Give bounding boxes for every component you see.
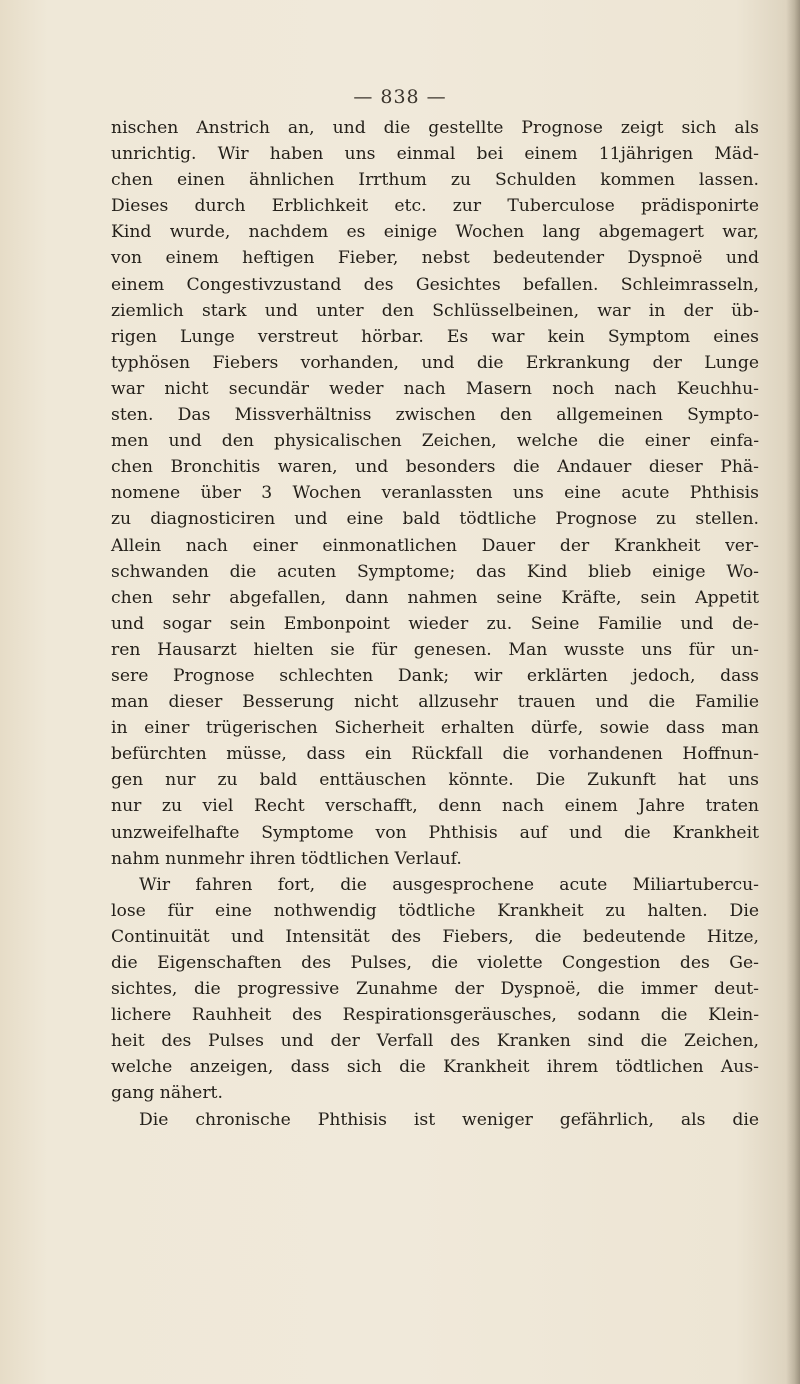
- page-number: — 838 —: [353, 86, 447, 108]
- body-text: [111, 115, 759, 1133]
- text-line: sten. Das Missverhältniss zwischen den allgemeinen Sympto-: [111, 405, 759, 426]
- text-line: chen einen ähnlichen Irrthum zu Schulden kommen lassen.: [111, 170, 759, 191]
- text-line: welche anzeigen, dass sich die Krankheit ihrem tödtlichen Aus-: [111, 1057, 759, 1078]
- text-line: lichere Rauhheit des Respirationsgeräusches, sodann die Klein-: [111, 1005, 759, 1026]
- text-line: ziemlich stark und unter den Schlüsselbeinen, war in der üb-: [111, 300, 759, 321]
- text-line: heit des Pulses und der Verfall des Kranken sind die Zeichen,: [111, 1031, 759, 1052]
- text-line: schwanden die acuten Symptome; das Kind blieb einige Wo-: [111, 561, 759, 582]
- text-line: gen nur zu bald enttäuschen könnte. Die Zukunft hat uns: [111, 770, 759, 791]
- text-line: nischen Anstrich an, und die gestellte Prognose zeigt sich als: [111, 118, 759, 138]
- text-line: war nicht secundär weder nach Masern noch nach Keuchhu-: [111, 378, 759, 399]
- text-line: unzweifelhafte Symptome von Phthisis auf und die Krankheit: [111, 822, 759, 843]
- text-line: einem Congestivzustand des Gesichtes befallen. Schleimrasseln,: [111, 274, 759, 295]
- text-line: man dieser Besserung nicht allzusehr trauen und die Familie: [111, 692, 759, 713]
- paragraph-end-line: gang nähert.: [111, 1083, 223, 1104]
- text-line: ren Hausarzt hielten sie für genesen. Man wusste uns für un-: [111, 639, 759, 660]
- text-line: Kind wurde, nachdem es einige Wochen lang abgemagert war,: [111, 222, 759, 243]
- text-line: von einem heftigen Fieber, nebst bedeutender Dyspnoë und: [111, 248, 759, 269]
- text-line: sere Prognose schlechten Dank; wir erklärten jedoch, dass: [111, 665, 759, 686]
- text-line: men und den physicalischen Zeichen, welche die einer einfa-: [111, 431, 759, 452]
- text-line: in einer trügerischen Sicherheit erhalten dürfe, sowie dass man: [111, 718, 759, 739]
- text-line: Allein nach einer einmonatlichen Dauer der Krankheit ver-: [111, 535, 759, 556]
- paragraph-end-line: nahm nunmehr ihren tödtlichen Verlauf.: [111, 848, 462, 869]
- text-line: die Eigenschaften des Pulses, die violette Congestion des Ge-: [111, 953, 759, 973]
- text-line: unrichtig. Wir haben uns einmal bei einem 11jährigen Mäd-: [111, 144, 759, 165]
- text-line: zu diagnosticiren und eine bald tödtliche Prognose zu stellen.: [111, 509, 759, 530]
- text-line: nur zu viel Recht verschafft, denn nach einem Jahre traten: [111, 796, 759, 817]
- paragraph-start-line: Die chronische Phthisis ist weniger gefährlich, als die: [139, 1109, 759, 1130]
- text-line: Dieses durch Erblichkeit etc. zur Tuberculose prädisponirte: [111, 196, 759, 217]
- text-line: chen sehr abgefallen, dann nahmen seine Kräfte, sein Appetit: [111, 587, 759, 608]
- text-line: rigen Lunge verstreut hörbar. Es war kein Symptom eines: [111, 326, 759, 347]
- text-line: chen Bronchitis waren, und besonders die Andauer dieser Phä-: [111, 457, 759, 478]
- paragraph-start-line: Wir fahren fort, die ausgesprochene acute Miliartubercu-: [139, 874, 759, 895]
- text-line: sichtes, die progressive Zunahme der Dyspnoë, die immer deut-: [111, 979, 759, 1000]
- page-edge-shadow: [786, 0, 800, 1384]
- text-line: Continuität und Intensität des Fiebers, die bedeutende Hitze,: [111, 926, 759, 947]
- text-line: nomene über 3 Wochen veranlassten uns eine acute Phthisis: [111, 483, 759, 504]
- text-line: befürchten müsse, dass ein Rückfall die vorhandenen Hoffnun-: [111, 744, 759, 765]
- text-line: lose für eine nothwendig tödtliche Krankheit zu halten. Die: [111, 900, 759, 921]
- text-line: typhösen Fiebers vorhanden, und die Erkrankung der Lunge: [111, 352, 759, 373]
- text-line: und sogar sein Embonpoint wieder zu. Seine Familie und de-: [111, 613, 759, 634]
